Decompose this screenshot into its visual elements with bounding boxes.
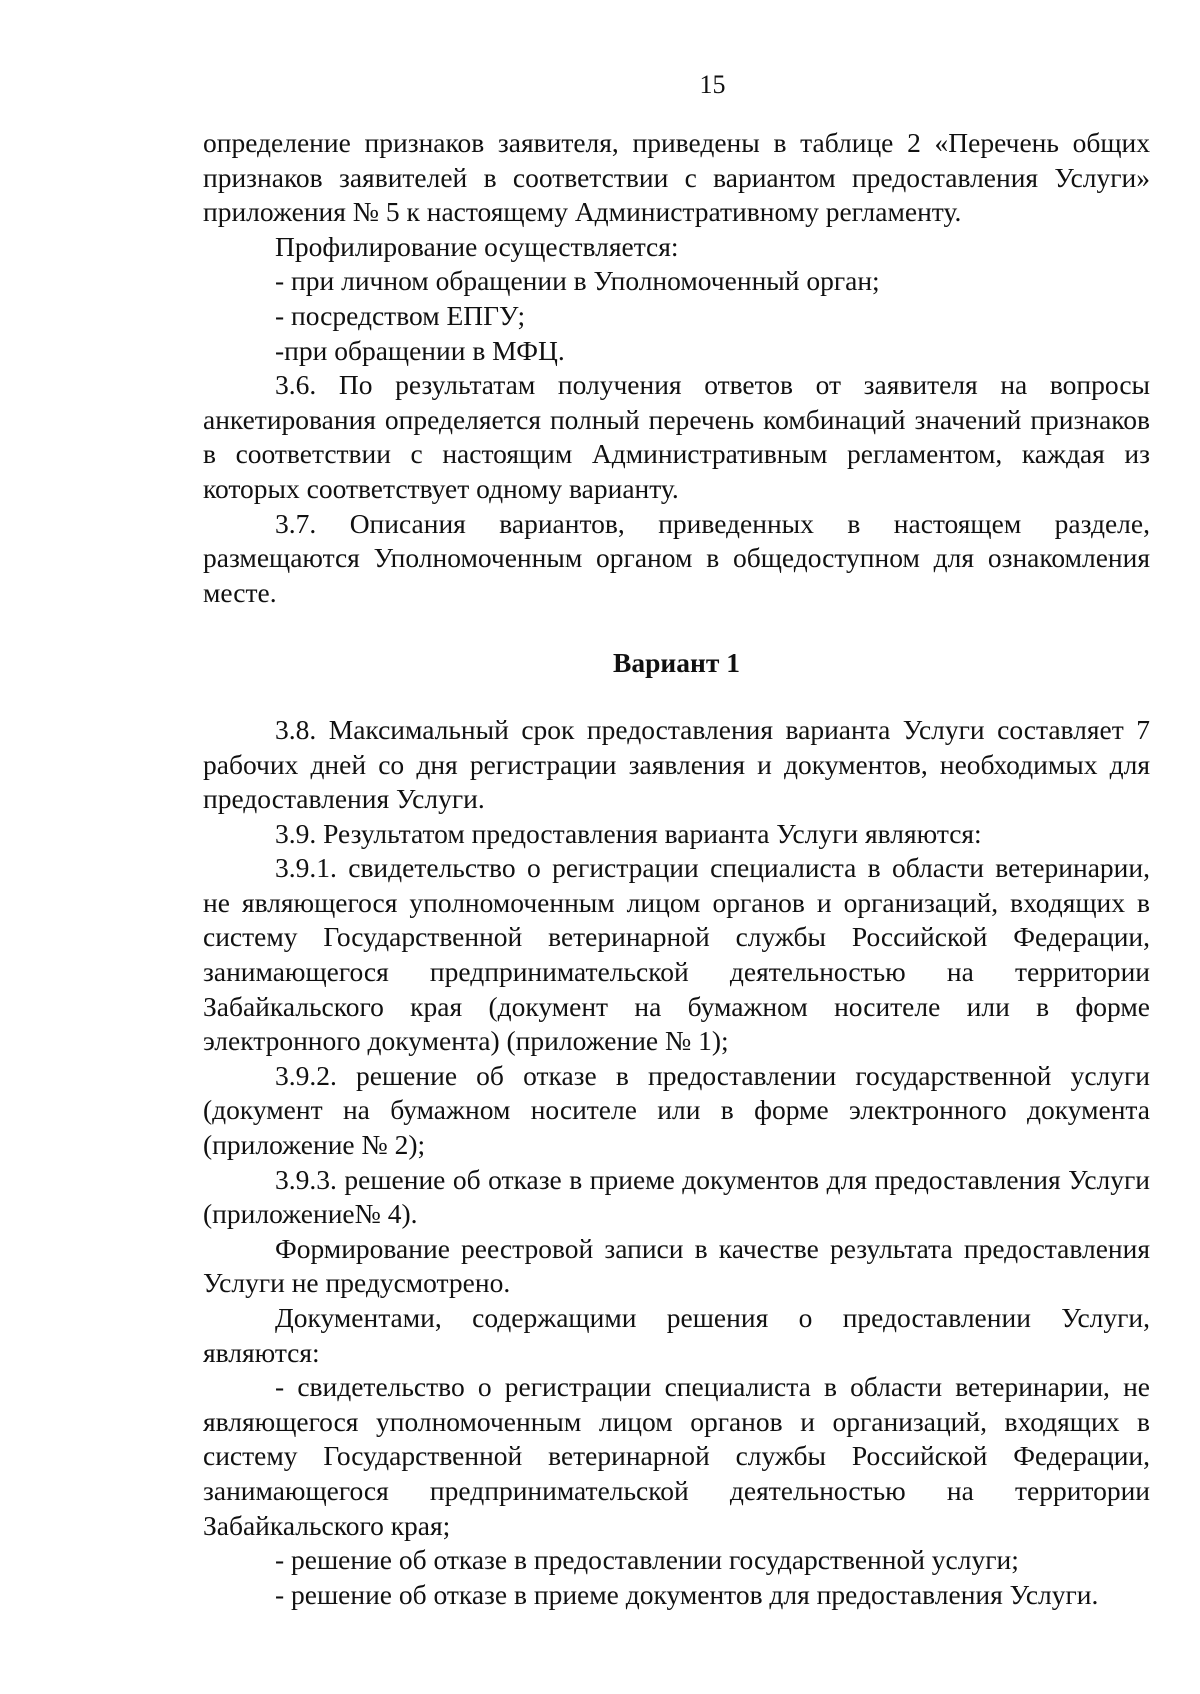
paragraph-3-9-3: 3.9.3. решение об отказе в приеме документов для предоставления Услуги (приложение№ 4). (203, 1163, 1150, 1230)
paragraph-3-9-1: 3.9.1. свидетельство о регистрации специалиста в области ветеринарии, не являющегося уполномоченным лицом органов и организаций, входящих в систему Государственной ветеринарной службы Российской Федерации, занимающегося предпринимательской деятельностью на территории Забайкальского края (документ на бумажном носителе или в форме электронного документа) (приложение № 1); (203, 852, 1150, 1057)
page-number: 15 (699, 70, 726, 99)
paragraph-profiling: Профилирование осуществляется: (275, 230, 679, 262)
list-item-refusal-documents: - решение об отказе в приеме документов для предоставления Услуги. (275, 1578, 1099, 1610)
list-item-mfc: -при обращении в МФЦ. (275, 334, 565, 366)
paragraph-3-7: 3.7. Описания вариантов, приведенных в настоящем разделе, размещаются Уполномоченным органом в общедоступном для ознакомления месте. (203, 507, 1150, 608)
paragraph-3-8: 3.8. Максимальный срок предоставления варианта Услуги составляет 7 рабочих дней со дня регистрации заявления и документов, необходимых для предоставления Услуги. (203, 713, 1150, 815)
spacer (203, 681, 1150, 713)
paragraph-3-6: 3.6. По результатам получения ответов от заявителя на вопросы анкетирования определяется полный перечень комбинаций значений признаков в соответствии с настоящим Административным регламентом, каждая из которых соответствует одному варианту. (203, 369, 1150, 504)
paragraph-registry-record: Формирование реестровой записи в качестве результата предоставления Услуги не предусмотрено. (203, 1232, 1150, 1299)
paragraph-3-9: 3.9. Результатом предоставления варианта Услуги являются: (275, 817, 982, 849)
list-item-personal-visit: - при личном обращении в Уполномоченный орган; (275, 265, 880, 297)
list-item-epgu: - посредством ЕПГУ; (275, 299, 526, 331)
document-body (203, 126, 1150, 1612)
paragraph-decision-documents: Документами, содержащими решения о предоставлении Услуги, являются: (203, 1302, 1150, 1368)
section-heading: Вариант 1 (613, 647, 740, 679)
paragraph-3-9-2: 3.9.2. решение об отказе в предоставлении государственной услуги (документ на бумажном носителе или в форме электронного документа (приложение № 2); (203, 1059, 1150, 1161)
list-item-certificate: - свидетельство о регистрации специалиста в области ветеринарии, не являющегося уполномоченным лицом органов и организаций, входящих в систему Государственной ветеринарной службы Российской Федерации, занимающегося предпринимательской деятельностью на территории Забайкальского края; (203, 1371, 1150, 1541)
spacer (203, 610, 1150, 646)
list-item-refusal-service: - решение об отказе в предоставлении государственной услуги; (275, 1544, 1019, 1576)
paragraph-intro-continuation: определение признаков заявителя, приведены в таблице 2 «Перечень общих признаков заявителей в соответствии с вариантом предоставления Услуги» приложения № 5 к настоящему Административному регламенту. (203, 127, 1150, 228)
